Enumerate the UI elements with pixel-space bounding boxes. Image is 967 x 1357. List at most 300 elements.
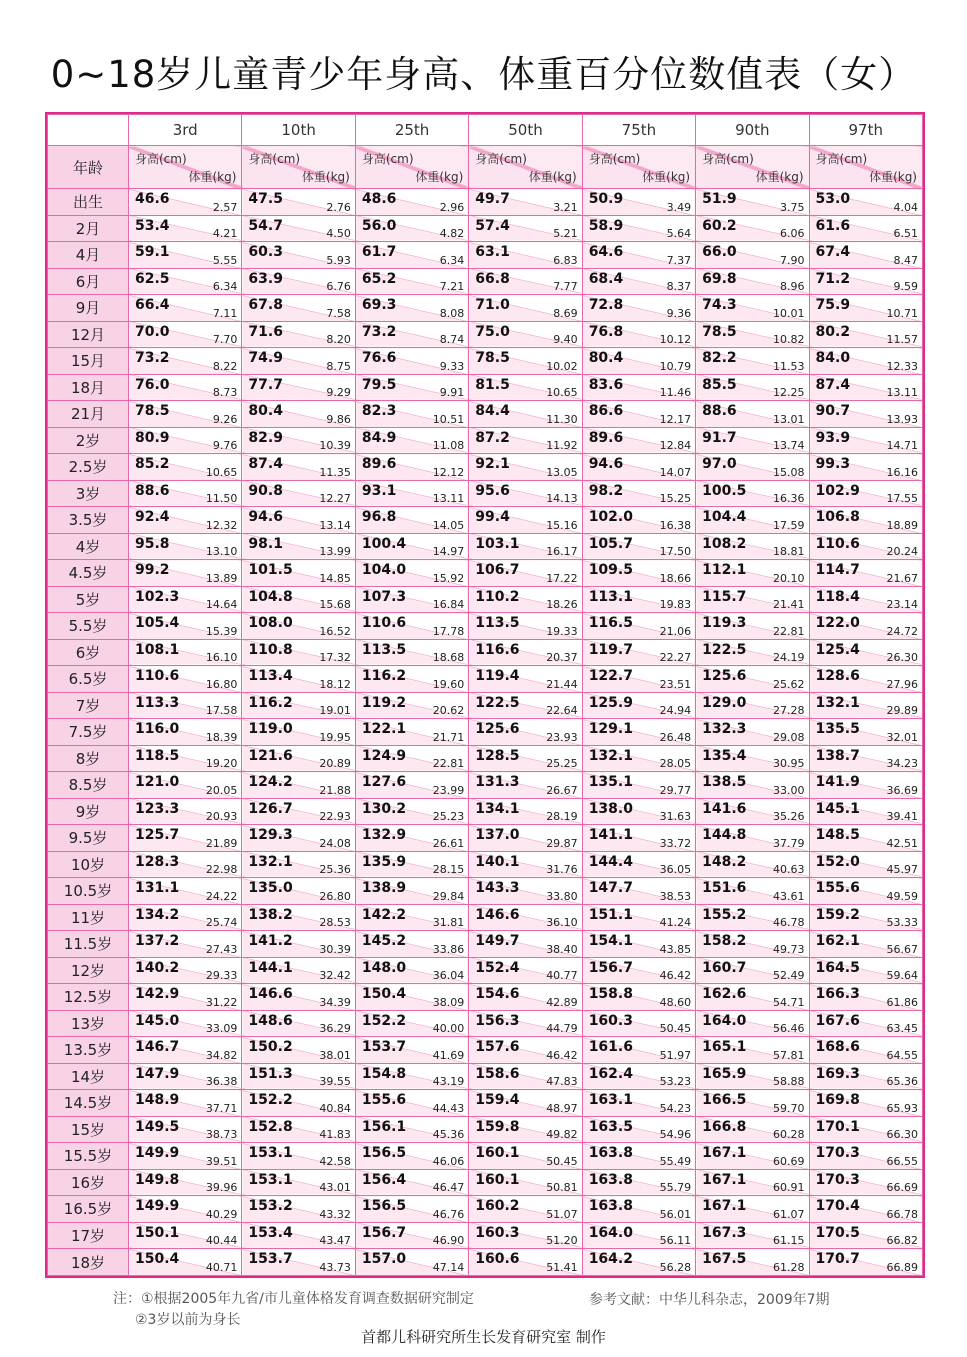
table-row	[48, 1169, 923, 1196]
height-value: 76.6	[361, 350, 397, 366]
weight-value: 23.93	[546, 730, 578, 744]
weight-value: 48.60	[659, 995, 692, 1009]
value-cell	[129, 772, 242, 799]
weight-value: 40.29	[205, 1207, 238, 1221]
value-cell	[469, 798, 582, 825]
weight-value: 30.95	[773, 757, 805, 770]
value-cell	[355, 1063, 468, 1090]
weight-value: 12.84	[659, 439, 692, 452]
value-cell	[129, 825, 242, 852]
value-cell	[355, 1090, 468, 1117]
value-cell	[696, 586, 809, 613]
value-cell	[242, 268, 355, 295]
age-cell: 12月	[48, 321, 129, 348]
value-cell	[469, 215, 582, 242]
height-value: 148.6	[248, 1012, 293, 1029]
weight-value: 17.58	[205, 704, 238, 717]
value-cell	[242, 666, 355, 693]
height-value: 64.6	[588, 244, 624, 260]
value-cell	[582, 1010, 695, 1037]
height-value: 81.5	[475, 376, 510, 393]
height-value: 99.3	[815, 456, 851, 472]
weight-value: 23.14	[886, 598, 918, 611]
height-value: 62.5	[135, 270, 170, 287]
value-cell	[809, 1222, 922, 1249]
height-value: 149.5	[135, 1118, 180, 1135]
height-value: 166.3	[815, 986, 860, 1002]
value-cell	[469, 878, 582, 905]
value-cell	[355, 851, 468, 878]
height-value: 135.9	[361, 853, 407, 870]
weight-value: 28.53	[319, 916, 351, 929]
height-value: 160.6	[475, 1251, 520, 1267]
table-row	[48, 374, 923, 401]
weight-value: 25.62	[773, 677, 805, 691]
weight-value: 46.42	[659, 969, 692, 982]
height-value: 119.0	[248, 721, 293, 737]
height-value: 80.9	[135, 429, 170, 446]
height-value: 146.6	[248, 986, 293, 1002]
age-cell: 6岁	[48, 639, 129, 666]
height-value: 63.1	[475, 244, 510, 260]
height-value: 149.9	[135, 1198, 180, 1214]
height-value: 92.4	[135, 509, 170, 525]
height-value: 145.2	[361, 933, 407, 949]
value-cell	[696, 1116, 809, 1143]
height-value: 107.3	[361, 588, 407, 605]
weight-value: 3.49	[666, 200, 692, 214]
weight-value: 9.29	[326, 386, 351, 399]
value-cell	[242, 851, 355, 878]
value-cell	[355, 613, 468, 640]
height-value: 154.6	[475, 986, 520, 1002]
value-cell	[582, 586, 695, 613]
weight-value: 15.68	[319, 598, 351, 611]
weight-value: 66.89	[886, 1261, 918, 1274]
weight-value: 61.15	[773, 1234, 805, 1247]
weight-value: 36.69	[886, 783, 918, 797]
table-row	[48, 1196, 923, 1223]
weight-value: 24.94	[659, 704, 692, 717]
table-row	[48, 507, 923, 534]
weight-value: 8.22	[212, 359, 238, 373]
table-row	[48, 1249, 923, 1276]
value-cell	[809, 348, 922, 375]
value-cell	[696, 242, 809, 269]
weight-value: 30.39	[319, 942, 351, 956]
value-cell	[696, 1010, 809, 1037]
value-cell	[696, 348, 809, 375]
table-row	[48, 984, 923, 1011]
height-value: 138.9	[361, 880, 407, 896]
height-value: 135.0	[248, 880, 293, 896]
weight-value: 15.92	[432, 571, 465, 585]
weight-value: 21.88	[319, 783, 351, 797]
weight-value: 33.86	[432, 942, 465, 956]
weight-value: 11.50	[205, 492, 238, 505]
weight-value: 42.89	[546, 995, 578, 1009]
weight-value: 24.72	[886, 624, 918, 638]
weight-value: 44.43	[432, 1101, 465, 1115]
height-value: 75.9	[815, 297, 851, 313]
height-value: 152.4	[475, 959, 520, 976]
value-cell	[129, 242, 242, 269]
height-value: 153.1	[248, 1171, 293, 1188]
value-cell	[809, 984, 922, 1011]
height-value: 147.7	[588, 880, 633, 896]
height-value: 156.4	[361, 1171, 407, 1188]
weight-value: 36.05	[659, 863, 692, 876]
table-row	[48, 321, 923, 348]
height-value: 100.5	[702, 482, 747, 499]
reference-note: 参考文献：中华儿科杂志，2009年7期	[589, 1292, 830, 1308]
value-cell	[355, 295, 468, 322]
value-cell	[696, 533, 809, 560]
height-value: 170.7	[815, 1251, 860, 1267]
value-cell	[582, 454, 695, 481]
height-value: 153.7	[248, 1251, 293, 1267]
value-cell	[469, 560, 582, 587]
height-value: 127.6	[361, 774, 407, 790]
weight-value: 19.60	[432, 677, 465, 691]
height-value: 122.5	[702, 641, 747, 658]
weight-value: 8.96	[780, 280, 805, 293]
height-value: 113.5	[361, 641, 407, 658]
height-value: 88.6	[135, 482, 170, 499]
value-cell	[129, 745, 242, 772]
value-cell	[242, 1196, 355, 1223]
value-cell	[582, 745, 695, 772]
height-value: 75.0	[475, 323, 510, 340]
value-cell	[696, 719, 809, 746]
value-cell	[469, 957, 582, 984]
weight-value: 4.82	[439, 227, 465, 240]
value-cell	[355, 984, 468, 1011]
value-cell	[469, 1063, 582, 1090]
weight-value: 11.57	[886, 333, 918, 346]
weight-value: 17.50	[659, 545, 692, 558]
value-cell	[242, 798, 355, 825]
age-cell: 7.5岁	[48, 719, 129, 746]
weight-value: 7.90	[780, 253, 805, 267]
table-row	[48, 242, 923, 269]
age-cell: 8岁	[48, 745, 129, 772]
table-row	[48, 772, 923, 799]
age-cell: 16.5岁	[48, 1196, 129, 1223]
height-value: 67.8	[248, 297, 283, 313]
age-cell: 14.5岁	[48, 1090, 129, 1117]
height-value: 128.6	[815, 668, 860, 684]
weight-value: 66.30	[886, 1128, 918, 1141]
height-weight-subheader	[696, 146, 809, 189]
value-cell	[242, 1222, 355, 1249]
height-value: 90.8	[248, 482, 283, 499]
weight-value: 60.69	[773, 1154, 805, 1168]
height-value: 170.3	[815, 1145, 860, 1161]
weight-value: 10.65	[205, 465, 238, 479]
value-cell	[582, 560, 695, 587]
height-value: 116.6	[475, 641, 520, 658]
weight-value: 13.99	[319, 545, 351, 558]
age-cell: 10岁	[48, 851, 129, 878]
age-cell: 10.5岁	[48, 878, 129, 905]
weight-value: 19.33	[546, 624, 578, 638]
weight-value: 32.42	[319, 969, 351, 982]
height-value: 155.6	[815, 880, 860, 896]
weight-value: 56.01	[659, 1207, 692, 1221]
height-value: 163.8	[588, 1198, 633, 1214]
height-value: 48.6	[361, 191, 397, 207]
weight-value: 24.22	[205, 889, 238, 903]
height-value: 149.8	[135, 1171, 180, 1188]
weight-value: 22.64	[546, 704, 578, 717]
value-cell	[355, 480, 468, 507]
weight-value: 19.01	[319, 704, 351, 717]
weight-value: 27.43	[205, 942, 238, 956]
value-cell	[582, 374, 695, 401]
height-value: 159.2	[815, 906, 860, 923]
weight-value: 33.00	[773, 783, 805, 797]
weight-value: 41.24	[659, 916, 692, 929]
height-value: 124.9	[361, 747, 407, 764]
weight-value: 40.71	[205, 1261, 238, 1274]
value-cell	[469, 348, 582, 375]
value-cell	[355, 904, 468, 931]
weight-value: 66.82	[886, 1234, 918, 1247]
value-cell	[242, 931, 355, 958]
value-cell	[582, 1063, 695, 1090]
height-value: 121.6	[248, 747, 293, 764]
weight-value: 18.12	[319, 677, 351, 691]
height-value: 148.0	[361, 959, 407, 976]
weight-value: 38.01	[319, 1048, 351, 1062]
value-cell	[355, 560, 468, 587]
value-cell	[696, 560, 809, 587]
value-cell	[129, 427, 242, 454]
height-value: 165.1	[702, 1039, 747, 1055]
value-cell	[809, 321, 922, 348]
table-row	[48, 1010, 923, 1037]
height-value: 162.4	[588, 1065, 633, 1082]
weight-value: 55.49	[659, 1154, 692, 1168]
height-value: 84.9	[361, 429, 397, 446]
value-cell	[129, 1222, 242, 1249]
weight-value: 16.10	[205, 651, 238, 664]
height-value: 170.1	[815, 1118, 860, 1135]
weight-value: 25.25	[546, 757, 578, 770]
height-value: 154.8	[361, 1065, 407, 1082]
height-value: 76.0	[135, 376, 170, 393]
weight-value: 37.71	[205, 1101, 238, 1115]
weight-value: 49.59	[886, 889, 918, 903]
value-cell	[582, 719, 695, 746]
weight-value: 11.46	[659, 386, 692, 399]
value-cell	[809, 1037, 922, 1064]
value-cell	[696, 480, 809, 507]
height-value: 145.0	[135, 1012, 180, 1029]
age-column-header: 年龄	[48, 146, 129, 189]
value-cell	[469, 189, 582, 216]
height-value: 150.1	[135, 1224, 180, 1241]
value-cell	[809, 533, 922, 560]
height-value: 151.1	[588, 906, 633, 923]
weight-value: 6.34	[439, 253, 465, 267]
value-cell	[696, 1196, 809, 1223]
weight-value: 16.84	[432, 598, 465, 611]
weight-value: 21.89	[205, 836, 238, 850]
height-value: 150.2	[248, 1039, 293, 1055]
height-value: 89.6	[361, 456, 397, 472]
height-value: 104.4	[702, 509, 747, 525]
percentile-header-25th: 25th	[355, 115, 468, 146]
weight-value: 10.12	[659, 333, 692, 346]
height-value: 74.3	[702, 297, 737, 313]
value-cell	[696, 745, 809, 772]
table-row	[48, 931, 923, 958]
value-cell	[355, 507, 468, 534]
height-value: 144.8	[702, 827, 747, 843]
age-cell: 13.5岁	[48, 1037, 129, 1064]
weight-value: 16.16	[886, 465, 918, 479]
table-row	[48, 268, 923, 295]
height-value: 170.4	[815, 1198, 860, 1214]
height-value: 162.1	[815, 933, 860, 949]
height-value: 71.0	[475, 297, 510, 313]
height-value: 152.2	[361, 1012, 407, 1029]
value-cell	[809, 1116, 922, 1143]
value-cell	[809, 904, 922, 931]
weight-value: 52.49	[773, 969, 805, 982]
weight-value: 21.71	[432, 730, 465, 744]
height-value: 66.8	[475, 270, 510, 287]
weight-value: 4.50	[326, 227, 351, 240]
value-cell	[582, 878, 695, 905]
weight-value: 9.86	[326, 412, 351, 426]
value-cell	[469, 931, 582, 958]
table-row	[48, 639, 923, 666]
age-cell: 5岁	[48, 586, 129, 613]
height-value: 128.5	[475, 747, 520, 764]
age-cell: 5.5岁	[48, 613, 129, 640]
weight-value: 40.84	[319, 1101, 351, 1115]
weight-value: 9.59	[893, 280, 918, 293]
value-cell	[469, 904, 582, 931]
value-cell	[696, 639, 809, 666]
value-cell	[469, 1222, 582, 1249]
value-cell	[582, 480, 695, 507]
weight-value: 57.81	[773, 1048, 805, 1062]
height-value: 140.2	[135, 959, 180, 976]
age-cell: 2.5岁	[48, 454, 129, 481]
height-value: 125.4	[815, 641, 860, 658]
height-value: 156.7	[361, 1224, 407, 1241]
height-value: 170.3	[815, 1171, 860, 1188]
value-cell	[469, 268, 582, 295]
weight-value: 20.10	[773, 571, 805, 585]
value-cell	[809, 639, 922, 666]
weight-value: 25.74	[205, 916, 238, 929]
weight-value: 60.28	[773, 1128, 805, 1141]
weight-label: 体重(kg)	[528, 170, 577, 184]
weight-value: 10.71	[886, 306, 918, 320]
height-value: 82.9	[248, 429, 283, 446]
weight-value: 26.80	[319, 889, 351, 903]
value-cell	[696, 295, 809, 322]
value-cell	[696, 1143, 809, 1170]
value-cell	[582, 1249, 695, 1276]
height-value: 135.1	[588, 774, 633, 790]
height-value: 143.3	[475, 880, 520, 896]
height-value: 159.8	[475, 1118, 520, 1135]
value-cell	[582, 215, 695, 242]
weight-value: 40.00	[432, 1022, 465, 1035]
height-value: 141.6	[702, 800, 747, 817]
value-cell	[242, 507, 355, 534]
value-cell	[242, 533, 355, 560]
value-cell	[129, 692, 242, 719]
weight-value: 12.12	[432, 465, 465, 479]
height-value: 155.6	[361, 1092, 407, 1108]
height-value: 160.7	[702, 959, 747, 976]
value-cell	[129, 719, 242, 746]
height-value: 110.6	[135, 668, 180, 684]
weight-value: 19.83	[659, 598, 692, 611]
height-weight-subheader	[469, 146, 582, 189]
value-cell	[129, 480, 242, 507]
weight-value: 21.06	[659, 624, 692, 638]
value-cell	[469, 613, 582, 640]
height-value: 103.1	[475, 535, 520, 552]
height-value: 164.5	[815, 959, 860, 976]
weight-value: 7.11	[212, 306, 238, 320]
weight-value: 27.96	[886, 677, 918, 691]
height-value: 135.4	[702, 747, 747, 764]
weight-value: 33.80	[546, 889, 578, 903]
height-value: 109.5	[588, 562, 633, 578]
height-value: 164.0	[588, 1224, 633, 1241]
height-value: 98.1	[248, 535, 283, 552]
weight-value: 15.08	[773, 465, 805, 479]
weight-value: 25.23	[432, 810, 465, 823]
age-cell: 13岁	[48, 1010, 129, 1037]
weight-value: 8.69	[553, 306, 578, 320]
weight-value: 51.41	[546, 1261, 578, 1274]
height-value: 154.1	[588, 933, 633, 949]
value-cell	[582, 639, 695, 666]
height-value: 89.6	[588, 429, 624, 446]
height-value: 100.4	[361, 535, 407, 552]
table-row	[48, 825, 923, 852]
weight-value: 36.10	[546, 916, 578, 929]
value-cell	[469, 374, 582, 401]
height-value: 49.7	[475, 191, 510, 207]
weight-value: 8.20	[326, 333, 351, 346]
weight-value: 25.36	[319, 863, 351, 876]
value-cell	[129, 321, 242, 348]
table-row	[48, 1063, 923, 1090]
weight-value: 56.67	[886, 942, 918, 956]
value-cell	[696, 666, 809, 693]
height-value: 97.0	[702, 456, 737, 472]
value-cell	[809, 957, 922, 984]
height-value: 112.1	[702, 562, 747, 578]
weight-value: 11.35	[319, 465, 351, 479]
value-cell	[469, 1169, 582, 1196]
value-cell	[129, 374, 242, 401]
height-value: 138.7	[815, 747, 860, 764]
value-cell	[129, 1010, 242, 1037]
value-cell	[242, 454, 355, 481]
